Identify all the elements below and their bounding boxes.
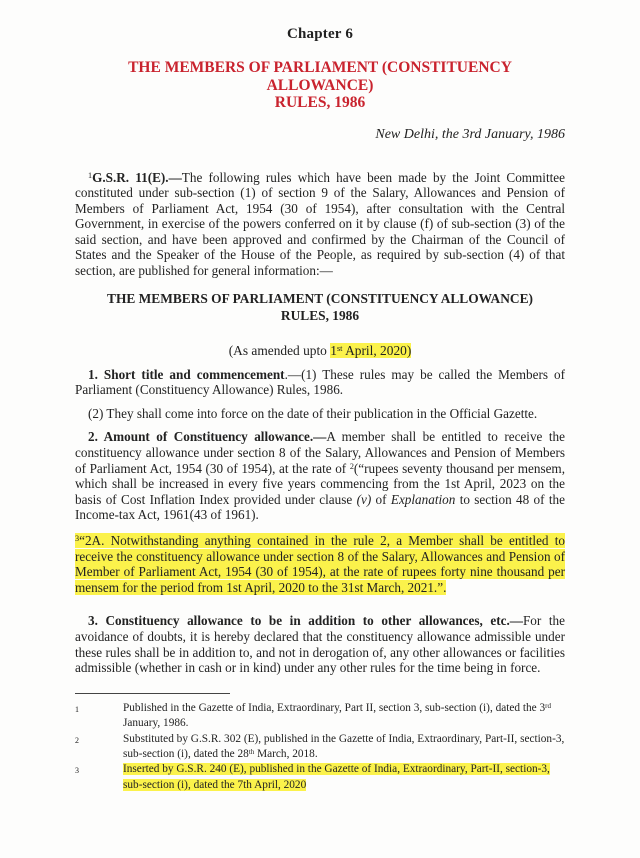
rule-3-paragraph xyxy=(75,613,565,675)
rules-subheading-line1: THE MEMBERS OF PARLIAMENT (CONSTITUENCY ALLOWANCE) xyxy=(107,290,533,306)
footnote-3-highlight: Inserted by G.S.R. 240 (E), published in the Gazette of India, Extraordinary, Part-II, section-3, sub-section (i), dated the 7th April, 2020 xyxy=(123,763,550,791)
dateline: New Delhi, the 3rd January, 1986 xyxy=(375,126,565,142)
footnote-1-ordinal: rd xyxy=(545,701,551,710)
amended-date-highlight xyxy=(330,343,411,358)
footnote-2 xyxy=(75,732,565,763)
rule-2-italic-explanation: Explanation xyxy=(390,491,456,507)
intro-paragraph xyxy=(75,170,565,279)
amended-date-rest: April, 2020) xyxy=(342,342,412,358)
rule-2-italic-clause-v: (v) xyxy=(356,491,372,507)
rule-1-clause-2: (2) They shall come into force on the date of their publication in the Official Gazette. xyxy=(88,405,538,421)
rule-1-paragraph xyxy=(75,367,565,398)
footnote-1-seg1: Published in the Gazette of India, Extraordinary, Part II, section 3, sub-section (i), dated the 3 xyxy=(123,701,546,714)
footnote-1 xyxy=(75,701,565,732)
intro-lead: G.S.R. 11(E).— xyxy=(92,169,182,185)
footnote-3-text xyxy=(123,762,565,793)
footnote-2-seg1: Substituted by G.S.R. 302 (E), published in the Gazette of India, Extraordinary, Part-II, section-3, sub-section (i), dated the 28 xyxy=(123,732,565,760)
amended-date-ordinal: st xyxy=(336,343,343,353)
amended-date-num: 1 xyxy=(330,342,337,358)
rule-3-body: For the avoidance of doubts, it is hereby declared that the constituency allowance admissible under these rules shall be in addition to, and not in derogation of, any other allowances or facilities admissible (whether in cash or in kind) under any other rules for the time being in force. xyxy=(75,613,565,676)
rule-2-body-3: of xyxy=(371,491,391,507)
footnote-ref-1: 1 xyxy=(88,170,93,180)
footnote-1-text xyxy=(123,701,565,732)
rule-2a-highlight xyxy=(75,533,565,595)
footnote-2-seg2: March, 2018. xyxy=(254,747,318,760)
rule-2a-body: “2A. Notwithstanding anything contained in the rule 2, a Member shall be entitled to receive the constituency allowance under section 8 of the Salary, Allowances and Pension of Member of Parliament Act, 1954 (30 of 1954), at the rate of rupees forty nine thousand per mensem for the period from 1st April, 2020 to the 31st March, 2021.”. xyxy=(75,533,565,595)
rule-1-body: .—(1) These rules may be called the Members of Parliament (Constituency Allowance) Rules, 1986. xyxy=(75,366,565,398)
document-title-line1: THE MEMBERS OF PARLIAMENT (CONSTITUENCY ALLOWANCE) xyxy=(128,59,512,94)
rule-2-body-2: (“rupees seventy thousand per mensem, which shall be increased in every five years commencing from the 1st April, 2023 on the basis of Cost Inflation Index provided under clause xyxy=(75,460,565,507)
document-title xyxy=(75,59,565,112)
footnote-2-ordinal: th xyxy=(248,747,255,756)
rules-subheading xyxy=(75,290,565,324)
footnote-3-marker: 3 xyxy=(75,766,79,776)
rules-subheading-line2: RULES, 1986 xyxy=(280,307,360,323)
rule-2-paragraph xyxy=(75,429,565,523)
document-title-line2: RULES, 1986 xyxy=(274,94,366,111)
footnote-2-text xyxy=(123,732,565,763)
rule-3-heading: 3. Constituency allowance to be in addition to other allowances, etc.— xyxy=(88,613,523,629)
footnote-ref-3: 3 xyxy=(75,534,80,544)
footnote-1-marker: 1 xyxy=(75,704,79,714)
footnote-2-marker: 2 xyxy=(75,735,79,745)
amended-prefix: (As amended upto xyxy=(228,342,331,358)
intro-body: The following rules which have been made by the Joint Committee constituted under sub-section (1) of section 9 of the Salary, Allowances and Pension of Members of Parliament Act, 1954 (30 of 1954), after consultation with the Central Government, in exercise of the powers conferred on it by clause (f) of sub-section (3) of the said section, and have been approved and confirmed by the Chairman of the Council of States and the Speaker of the House of the People, as required by sub-section (4) of that section, are published for general information:— xyxy=(75,169,566,279)
footnote-ref-2: 2 xyxy=(349,461,354,471)
footnote-3 xyxy=(75,762,565,793)
footnotes-section xyxy=(75,693,565,793)
rule-2a-paragraph xyxy=(75,533,565,595)
amended-note xyxy=(75,343,565,359)
footnote-1-seg2: January, 1986. xyxy=(123,717,189,730)
rule-1-heading: 1. Short title and commencement xyxy=(88,366,285,382)
footnote-separator xyxy=(75,693,230,694)
chapter-heading: Chapter 6 xyxy=(286,26,354,42)
rule-2-body-4: to section 48 of the Income-tax Act, 1961(43 of 1961). xyxy=(75,491,565,523)
rule-2-heading: 2. Amount of Constituency allowance.— xyxy=(88,429,327,445)
rule-2-body-1: A member shall be entitled to receive the constituency allowance under section 8 of the Salary, Allowances and Pension of Members of Parliament Act, 1954 (30 of 1954), at the rate of xyxy=(75,429,565,476)
